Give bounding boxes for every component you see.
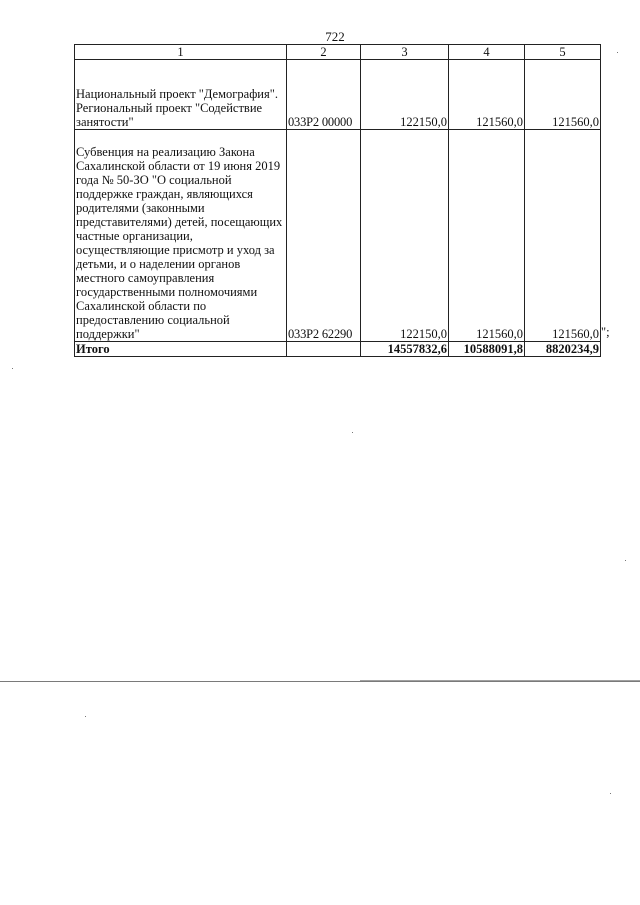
table-row [75, 60, 601, 130]
column-header-4: 4 [449, 45, 525, 60]
row-name: Субвенция на реализацию Закона Сахалинской области от 19 июня 2019 года № 50-ЗО "О социальной поддержке граждан, являющихся родителями (законными представителями) детей, посещающих частные организации, осуществляющие присмотр и уход за детьми, и о наделении органов местного самоуправления государственными полномочиями Сахалинской области по предоставлению социальной поддержки" [75, 130, 287, 342]
header-row [75, 45, 601, 60]
row-value-year3: 121560,0 [525, 130, 601, 342]
scan-speck [85, 716, 86, 717]
scan-speck [352, 432, 353, 433]
scan-speck [617, 52, 618, 53]
column-header-2: 2 [287, 45, 361, 60]
row-name: Национальный проект "Демография". Региональный проект "Содействие занятости" [75, 60, 287, 130]
total-row [75, 342, 601, 357]
row-code: 033Р2 62290 [287, 130, 361, 342]
row-value-year1: 122150,0 [361, 130, 449, 342]
row-value-year3: 121560,0 [525, 60, 601, 130]
column-header-3: 3 [361, 45, 449, 60]
row-code: 033Р2 00000 [287, 60, 361, 130]
table-row [75, 130, 601, 342]
scan-speck [12, 368, 13, 369]
row-value-year2: 121560,0 [449, 60, 525, 130]
total-value-year3: 8820234,9 [525, 342, 601, 357]
total-value-year1: 14557832,6 [361, 342, 449, 357]
row-value-year1: 122150,0 [361, 60, 449, 130]
budget-table [74, 44, 601, 357]
scan-speck [610, 793, 611, 794]
column-header-1: 1 [75, 45, 287, 60]
scan-artifact-line [360, 680, 640, 681]
scan-speck [625, 560, 626, 561]
closing-quote-suffix: "; [601, 325, 610, 339]
total-code [287, 342, 361, 357]
total-label: Итого [75, 342, 287, 357]
column-header-5: 5 [525, 45, 601, 60]
page-number: 722 [325, 29, 345, 44]
scan-artifact-line [0, 681, 640, 682]
row-value-year2: 121560,0 [449, 130, 525, 342]
total-value-year2: 10588091,8 [449, 342, 525, 357]
